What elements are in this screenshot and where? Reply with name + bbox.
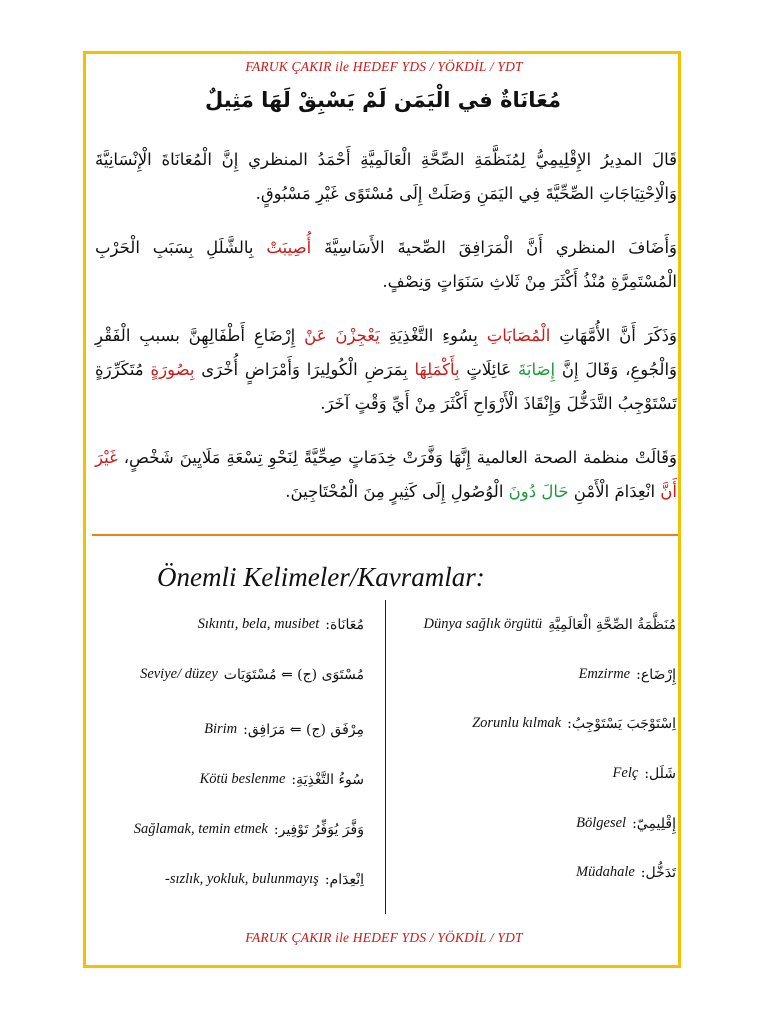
paragraph-text: وَأَضَافَ المنظري أَنَّ الْمَرَافِقَ الصِّحيةَ الأَسَاسِيَّةَ [311,238,677,257]
vocab-item [579,666,676,683]
highlight-red: بِصُورَةٍ [150,360,195,379]
vocab-item [165,871,364,888]
column-divider [385,600,386,914]
paragraph-4 [95,441,677,509]
vocab-term: مُنَظَّمَةُ الصِّحَّةِ الْعَالَمِيَّةِ [548,616,676,633]
vocab-meaning: Dünya sağlık örgütü [423,616,543,632]
paragraph-text: بِسُوءِ التَّغْذِيَةِ [379,326,487,345]
paragraph-text: الْوُصُولِ إِلَى كَثِيرٍ مِنَ الْمُحْتَاجِينَ. [285,482,509,501]
page-footer: FARUK ÇAKIR ile HEDEF YDS / YÖKDİL / YDT [245,930,523,945]
vocab-meaning: Birim [204,721,238,737]
vocab-item [134,821,364,838]
vocab-meaning: Emzirme [578,666,631,682]
vocab-item [576,864,676,881]
vocab-meaning: Kötü beslenme [199,771,286,787]
article-body [95,143,677,529]
vocab-item [576,815,676,832]
vocab-term: إِرْضَاع: [636,666,676,683]
paragraph-3 [95,319,677,421]
vocab-item [140,666,364,683]
vocab-term: تَدَخُّل: [640,864,676,881]
highlight-red: غَيْرَ أَنَّ [95,448,677,501]
vocab-item [472,715,676,732]
vocab-meaning: Sıkıntı, bela, musibet [197,616,320,632]
page-header: FARUK ÇAKIR ile HEDEF YDS / YÖKDİL / YDT [245,59,523,74]
paragraph-text: مُتَكَرِّرَةٍ تَسْتَوْجِبُ التَّدَخُّلَ وَإِنْقَاذَ الْأَرْوَاحِ أَكْثَرَ مِنْ أَيِّ وَقْتٍ آخَرَ. [95,360,677,413]
highlight-red: يَعْجِزْنَ عَنْ [304,326,380,345]
section-divider [92,534,678,536]
vocab-term: وَفَّرَ يُوَفِّرُ تَوْفِير: [273,821,364,838]
paragraph-2 [95,231,677,299]
vocab-term: مِرْفَق (ج) ⇐ مَرَافِق: [243,721,364,738]
paragraph-text: إِرْضَاعِ أَطْفَالِهِنَّ بسببِ الْفَقْرِ وَالْجُوعِ، وَقَالَ إِنَّ [95,326,677,379]
paragraph-text: وَذَكَرَ أَنَّ الأُمَّهَاتِ [550,326,678,345]
highlight-red: الْمُصَابَاتِ [486,326,551,345]
paragraph-text: انْعِدَامَ الْأَمْنِ [568,482,661,501]
highlight-red: أُصِيبَتْ [266,238,312,257]
article-title: مُعَانَاةٌ في الْيَمَن لَمْ يَسْبِقْ لَهَا مَثِيلٌ [204,88,562,112]
vocab-term: مُعَانَاة: [325,616,364,633]
paragraph-1 [95,143,677,211]
paragraph-text: بِالشَّلَلِ بِسَبَبِ الْحَرْبِ الْمُسْتَمِرَّةِ مُنْذُ أَكْثَرَ مِنْ ثَلاثِ سَنَوَاتٍ وَنِصْفٍ. [95,238,677,291]
vocab-meaning: -sızlık, yokluk, bulunmayış [164,871,319,887]
vocab-meaning: Zorunlu kılmak [472,715,562,731]
highlight-green: إِصَابَةَ [518,360,556,379]
vocab-term: إِقْلِيمِيّ: [632,815,676,832]
paragraph-text: وَقَالَتْ منظمة الصحة العالمية إِنَّهَا وَفَّرَتْ خِدَمَاتٍ صِحِّيَّةً لِنَحْوِ تِسْعَةِ مَلَايِينَ شَخْصٍ، [117,448,677,467]
vocab-term: سُوءُ التَّغْذِيَةِ: [291,771,364,788]
vocab-meaning: Bölgesel [576,815,627,831]
vocab-term: شَلَل: [644,765,676,782]
vocab-meaning: Müdahale [575,864,635,880]
vocab-meaning: Seviye/ düzey [140,666,218,682]
vocab-meaning: Felç [612,765,639,781]
paragraph-text: بِمَرَضِ الْكُولِيرَا وَأَمْرَاضٍ أُخْرَى [194,360,415,379]
vocab-item [204,721,364,738]
vocab-term: اِنْعِدَام: [324,871,364,888]
paragraph-text: قَالَ المدِيرُ الإِقْلِيمِيُّ لِمُنَظَّمَةِ الصِّحَّةِ الْعَالَمِيَّةِ أَحْمَدُ المنظري إِنَّ الْمُعَانَاةَ الْإِنْسَانِيَّةَ وَالْاِحْتِيَاجَاتِ الصِّحِّيَّةَ فِي اليَمَنِ وَصَلَتْ إِلَى مُسْتَوًى غَيْرِ مَسْبُوقٍ. [95,150,677,203]
vocab-item [613,765,676,782]
vocab-term: مُسْتَوَى (ج) ⇐ مُسْتَوَيَات [223,666,364,683]
vocab-item [198,616,364,633]
vocab-meaning: Sağlamak, temin etmek [133,821,268,837]
vocab-item [200,771,364,788]
vocab-section-title: Önemli Kelimeler/Kavramlar: [157,562,485,592]
vocab-item [424,616,677,633]
paragraph-text: عَائِلَاتٍ [459,360,519,379]
highlight-green: حَالَ دُونَ [508,482,569,501]
highlight-red: بِأَكْمَلِهَا [414,360,460,379]
vocab-term: اِسْتَوْجَبَ يَسْتَوْجِبُ: [567,715,676,732]
